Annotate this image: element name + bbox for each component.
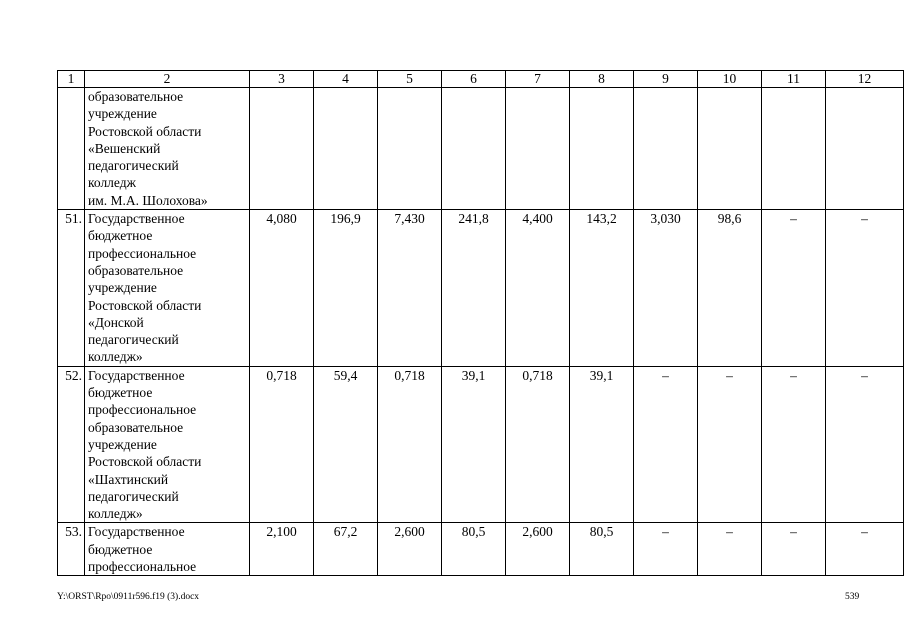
value-cell bbox=[762, 88, 826, 210]
name-line: колледж» bbox=[88, 349, 143, 365]
name-line: им. М.А. Шолохова» bbox=[88, 192, 208, 208]
value-cell: 59,4 bbox=[314, 366, 378, 523]
name-line: бюджетное bbox=[88, 541, 153, 557]
value-cell: 39,1 bbox=[442, 366, 506, 523]
table-row bbox=[58, 366, 904, 523]
value-cell: – bbox=[698, 523, 762, 576]
name-line: «Шахтинский bbox=[88, 471, 169, 487]
value-cell bbox=[314, 88, 378, 210]
institution-name bbox=[85, 88, 250, 210]
value-cell: 2,100 bbox=[250, 523, 314, 576]
value-cell: – bbox=[826, 366, 904, 523]
value-cell: 0,718 bbox=[506, 366, 570, 523]
name-line: колледж bbox=[88, 175, 136, 191]
name-line: Государственное bbox=[88, 211, 185, 227]
value-cell: 143,2 bbox=[570, 210, 634, 367]
name-line: Ростовской области bbox=[88, 454, 202, 470]
value-cell: – bbox=[762, 366, 826, 523]
header-cell: 10 bbox=[698, 71, 762, 88]
value-cell bbox=[570, 88, 634, 210]
header-cell: 1 bbox=[58, 71, 85, 88]
name-line: учреждение bbox=[88, 436, 157, 452]
name-line: Государственное bbox=[88, 367, 185, 383]
header-cell: 12 bbox=[826, 71, 904, 88]
row-number bbox=[58, 88, 85, 210]
name-line: педагогический bbox=[88, 488, 179, 504]
value-cell: 7,430 bbox=[378, 210, 442, 367]
value-cell: – bbox=[634, 523, 698, 576]
header-cell: 4 bbox=[314, 71, 378, 88]
value-cell: 80,5 bbox=[442, 523, 506, 576]
header-cell: 8 bbox=[570, 71, 634, 88]
name-line: учреждение bbox=[88, 106, 157, 122]
value-cell: 4,080 bbox=[250, 210, 314, 367]
header-cell: 5 bbox=[378, 71, 442, 88]
value-cell bbox=[698, 88, 762, 210]
name-line: образовательное bbox=[88, 262, 184, 278]
value-cell bbox=[634, 88, 698, 210]
value-cell: 241,8 bbox=[442, 210, 506, 367]
value-cell: 196,9 bbox=[314, 210, 378, 367]
name-line: учреждение bbox=[88, 280, 157, 296]
value-cell: 2,600 bbox=[506, 523, 570, 576]
header-cell: 9 bbox=[634, 71, 698, 88]
value-cell: – bbox=[826, 210, 904, 367]
value-cell bbox=[506, 88, 570, 210]
name-line: Ростовской области bbox=[88, 297, 202, 313]
name-line: профессиональное bbox=[88, 245, 197, 261]
value-cell: 80,5 bbox=[570, 523, 634, 576]
name-line: образовательное bbox=[88, 419, 184, 435]
header-row bbox=[58, 71, 904, 88]
name-line: профессиональное bbox=[88, 402, 197, 418]
row-number: 51. bbox=[58, 210, 85, 367]
name-line: колледж» bbox=[88, 506, 143, 522]
institution-name bbox=[85, 210, 250, 367]
value-cell: 2,600 bbox=[378, 523, 442, 576]
value-cell: 67,2 bbox=[314, 523, 378, 576]
institution-name bbox=[85, 523, 250, 576]
table-row bbox=[58, 210, 904, 367]
value-cell bbox=[826, 88, 904, 210]
name-line: Государственное bbox=[88, 524, 185, 540]
value-cell bbox=[378, 88, 442, 210]
page-number: 539 bbox=[845, 592, 860, 602]
name-line: бюджетное bbox=[88, 385, 153, 401]
header-cell: 7 bbox=[506, 71, 570, 88]
value-cell bbox=[250, 88, 314, 210]
name-line: педагогический bbox=[88, 158, 179, 174]
header-cell: 11 bbox=[762, 71, 826, 88]
value-cell: – bbox=[698, 366, 762, 523]
row-number: 53. bbox=[58, 523, 85, 576]
value-cell: 4,400 bbox=[506, 210, 570, 367]
value-cell: 98,6 bbox=[698, 210, 762, 367]
file-path: Y:\ORST\Rpo\0911r596.f19 (3).docx bbox=[57, 592, 200, 602]
value-cell: 0,718 bbox=[378, 366, 442, 523]
value-cell: – bbox=[634, 366, 698, 523]
name-line: «Донской bbox=[88, 314, 144, 330]
name-line: профессиональное bbox=[88, 559, 197, 575]
value-cell: 3,030 bbox=[634, 210, 698, 367]
name-line: педагогический bbox=[88, 332, 179, 348]
value-cell bbox=[442, 88, 506, 210]
data-table bbox=[57, 70, 904, 576]
institution-name bbox=[85, 366, 250, 523]
value-cell: 0,718 bbox=[250, 366, 314, 523]
value-cell: – bbox=[762, 523, 826, 576]
table-row bbox=[58, 523, 904, 576]
name-line: «Вешенский bbox=[88, 140, 161, 156]
value-cell: – bbox=[762, 210, 826, 367]
header-cell: 2 bbox=[85, 71, 250, 88]
table-row bbox=[58, 88, 904, 210]
row-number: 52. bbox=[58, 366, 85, 523]
value-cell: 39,1 bbox=[570, 366, 634, 523]
header-cell: 3 bbox=[250, 71, 314, 88]
value-cell: – bbox=[826, 523, 904, 576]
name-line: образовательное bbox=[88, 89, 184, 104]
name-line: бюджетное bbox=[88, 228, 153, 244]
name-line: Ростовской области bbox=[88, 123, 202, 139]
header-cell: 6 bbox=[442, 71, 506, 88]
